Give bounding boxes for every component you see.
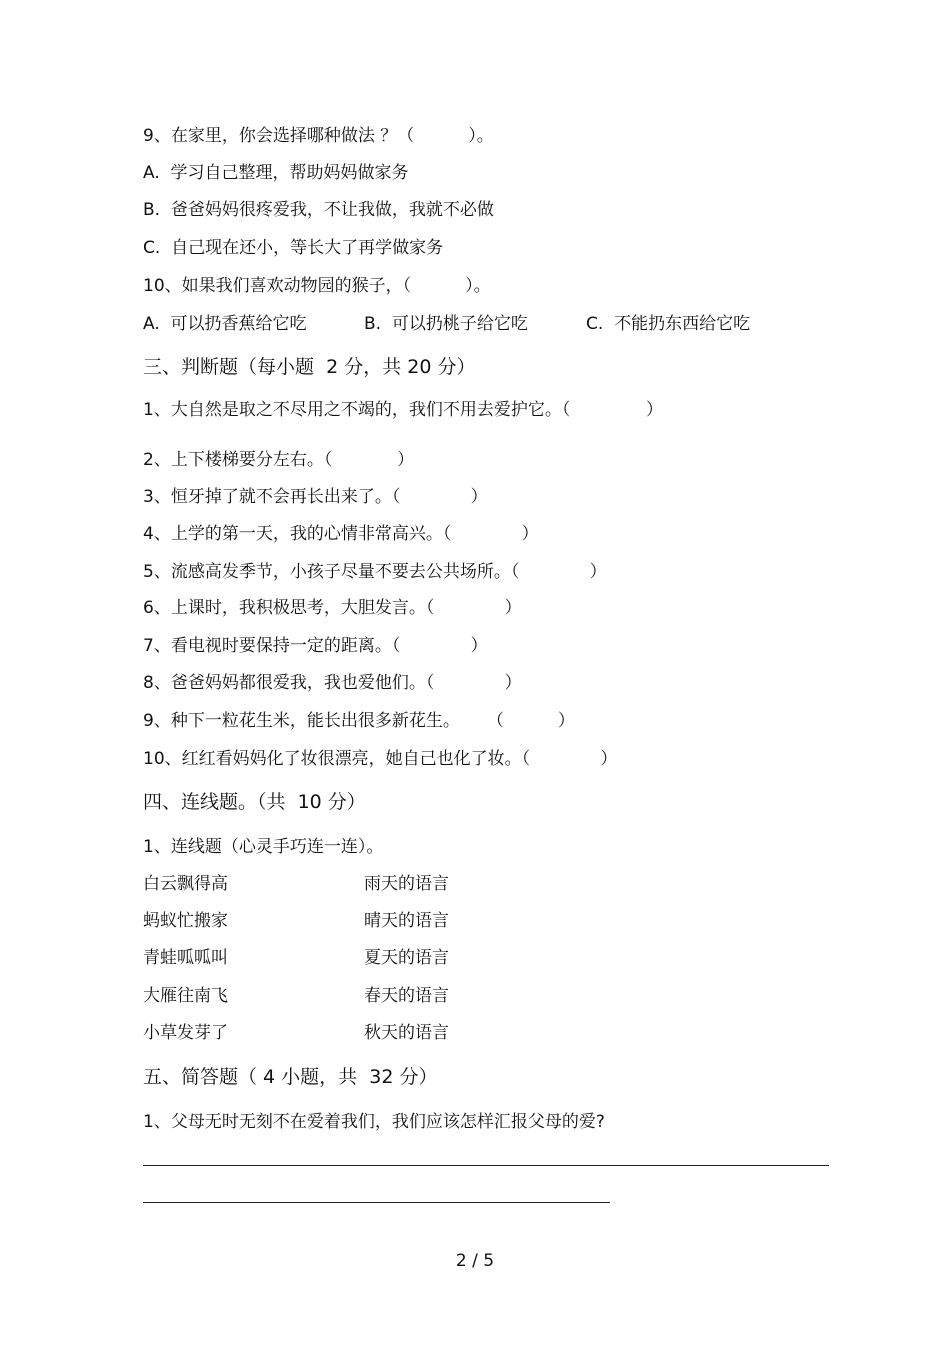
option-a: A. 可以扔香蕉给它吃 [143,314,307,334]
option-b: B. 爸爸妈妈很疼爱我，不让我做，我就不必做 [143,200,494,220]
section-title: 三、判断题（每小题 2 分，共 20 分） [143,356,476,378]
matching-left-item: 大雁往南飞 [143,986,228,1006]
judgment-item: 6、上课时，我积极思考，大胆发言。（ ） [143,598,522,618]
judgment-item: 10、红红看妈妈化了妆很漂亮，她自己也化了妆。（ ） [143,749,618,769]
option-c: C. 自己现在还小，等长大了再学做家务 [143,238,444,258]
option-b: B. 可以扔桃子给它吃 [364,314,528,334]
answer-line[interactable] [143,1202,610,1203]
answer-line[interactable] [143,1165,829,1166]
judgment-item: 1、大自然是取之不尽用之不竭的，我们不用去爱护它。（ ） [143,400,663,420]
question-9: 9、在家里，你会选择哪种做法 ？（ ）。 [143,126,494,146]
matching-left-item: 小草发芽了 [143,1023,228,1043]
judgment-item: 4、上学的第一天，我的心情非常高兴。（ ） [143,524,539,544]
judgment-item: 7、看电视时要保持一定的距离。（ ） [143,636,488,656]
matching-right-item: 晴天的语言 [364,911,449,931]
matching-left-item: 青蛙呱呱叫 [143,948,228,968]
page-number: 2 / 5 [455,1251,495,1271]
question-10: 10、如果我们喜欢动物园的猴子，（ ）。 [143,276,491,296]
option-a: A. 学习自己整理，帮助妈妈做家务 [143,163,409,183]
judgment-item: 9、种下一粒花生米，能长出很多新花生。 （ ） [143,711,575,731]
matching-right-item: 春天的语言 [364,986,449,1006]
section-title: 五、简答题（ 4 小题，共 32 分） [143,1066,438,1088]
matching-right-item: 夏天的语言 [364,948,449,968]
section-title: 四、连线题。（共 10 分） [143,791,366,813]
matching-left-item: 蚂蚁忙搬家 [143,911,228,931]
matching-right-item: 秋天的语言 [364,1023,449,1043]
matching-right-item: 雨天的语言 [364,874,449,894]
judgment-item: 3、恒牙掉了就不会再长出来了。（ ） [143,487,488,507]
option-c: C. 不能扔东西给它吃 [586,314,751,334]
matching-question: 1、连线题（心灵手巧连一连）。 [143,837,384,857]
matching-left-item: 白云飘得高 [143,874,228,894]
judgment-item: 5、流感高发季节，小孩子尽量不要去公共场所。（ ） [143,562,607,582]
judgment-item: 8、爸爸妈妈都很爱我，我也爱他们。（ ） [143,673,522,693]
judgment-item: 2、上下楼梯要分左右。（ ） [143,450,415,470]
short-answer-question: 1、父母无时无刻不在爱着我们，我们应该怎样汇报父母的爱? [143,1112,605,1132]
